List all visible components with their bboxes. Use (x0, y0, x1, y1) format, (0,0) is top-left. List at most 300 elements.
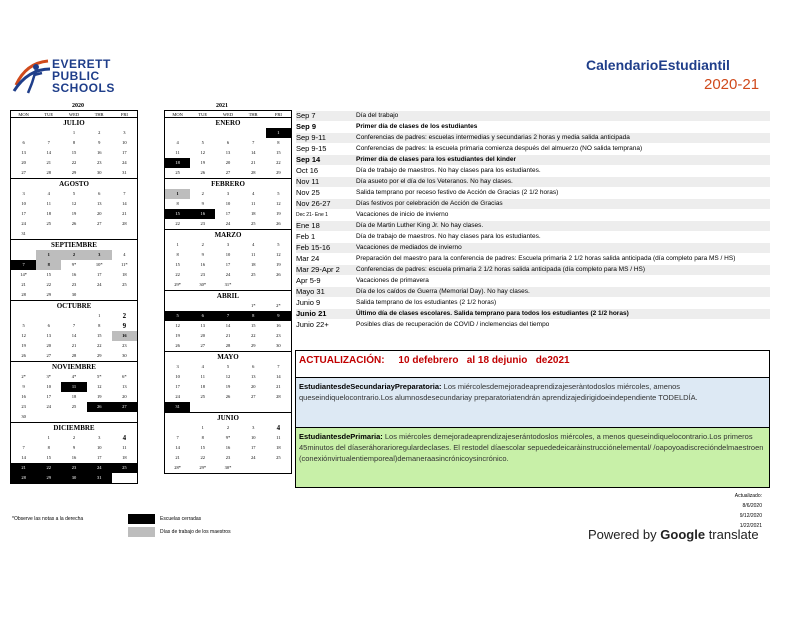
day-cell: 10 (225, 252, 231, 257)
day-cell: 3 (98, 435, 101, 440)
event-row (296, 320, 770, 331)
day-cell: 15 (71, 150, 77, 155)
week-row (165, 128, 291, 138)
day-cell: 9 (201, 201, 204, 206)
day-cell: 24 (225, 221, 231, 226)
day-cell: 16 (96, 150, 102, 155)
day-cell: 13 (46, 333, 52, 338)
day-cell: 8 (241, 311, 266, 321)
week-row (165, 392, 291, 402)
day-cell: 21 (46, 160, 52, 165)
day-cell: 5* (96, 374, 102, 379)
day-cell: 30 (96, 170, 102, 175)
day-cell: 1 (176, 242, 179, 247)
event-row (296, 166, 770, 177)
day-cell: 12 (225, 374, 231, 379)
day-cell (190, 402, 215, 412)
day-cell (87, 412, 112, 422)
day-cell: 25 (200, 394, 206, 399)
month-name: JUNIO (217, 414, 239, 422)
day-cell: 28* (174, 465, 181, 470)
day-cell (266, 463, 291, 473)
day-cell: 13 (250, 374, 256, 379)
day-cell: 11* (121, 262, 128, 267)
week-row (165, 199, 291, 209)
day-cell (215, 128, 240, 138)
day-cell: 23 (96, 160, 102, 165)
event-description: Vacaciones de mediados de invierno (356, 244, 462, 251)
day-cell: 30 (61, 473, 86, 483)
primary-label: EstudiantesdePrimaria: (299, 432, 383, 441)
day-cell: 17 (250, 445, 256, 450)
day-cell: 11 (122, 445, 127, 450)
day-cell: 11 (251, 252, 256, 257)
day-cell: 23 (71, 282, 77, 287)
day-cell: 6 (252, 364, 255, 369)
day-cell: 4 (123, 252, 126, 257)
day-cell: 31 (165, 402, 190, 412)
day-cell: 21 (250, 160, 256, 165)
updated-dates: Actualizado: 8/6/2020 9/12/2020 1/22/2021 (734, 493, 762, 529)
day-cell: 27 (250, 394, 256, 399)
weekday-label: FRI (274, 112, 282, 117)
week-row (11, 372, 137, 382)
event-date: Sep 9-15 (296, 144, 327, 153)
calendar-column-2020 (10, 110, 138, 484)
month-name: OCTUBRE (56, 302, 92, 310)
day-cell: 4 (252, 191, 255, 196)
day-cell: 14 (21, 455, 26, 460)
day-cell: 1 (165, 189, 190, 199)
day-cell: 30 (21, 414, 26, 419)
day-cell (11, 433, 36, 443)
legend-note: *Observe las notas a la derecha (12, 516, 84, 522)
event-date: Junio 22+ (296, 320, 329, 329)
event-date: Junio 21 (296, 309, 327, 318)
month-name: ABRIL (216, 292, 240, 300)
calendar-column-2021 (164, 110, 292, 474)
day-cell: 29* (199, 465, 207, 470)
week-row (11, 250, 137, 260)
week-row (165, 168, 291, 178)
month-noviembre (10, 362, 138, 423)
event-row (296, 243, 770, 254)
secondary-update (296, 377, 769, 427)
day-cell (241, 402, 266, 412)
weekday-label: WED (68, 112, 80, 117)
event-description: Primer día de clases para los estudiantes del kinder (356, 156, 517, 163)
day-cell: 29* (174, 282, 181, 287)
day-cell: 7 (72, 323, 76, 328)
day-cell: 21 (276, 384, 281, 389)
day-cell: 1 (72, 130, 76, 135)
event-date: Nov 11 (296, 177, 320, 186)
day-cell: 18 (276, 445, 281, 450)
day-cell (165, 301, 190, 311)
day-cell: 6 (98, 191, 101, 196)
event-description: Preparación del maestro para la conferencia de padres: Escuela primaria 2 1/2 horas salida anticipada (día completo para MS / HS) (356, 255, 736, 262)
day-cell: 25 (250, 272, 256, 277)
month-mayo (164, 352, 292, 413)
day-cell (87, 290, 112, 300)
week-row (165, 301, 291, 311)
month-febrero (164, 179, 292, 230)
week-row (165, 463, 291, 473)
event-row (296, 221, 770, 232)
day-cell: 13 (225, 150, 231, 155)
event-description: Día de los caídos de Guerra (Memorial Day). No hay clases. (356, 288, 530, 295)
day-cell: 12 (276, 201, 281, 206)
week-row (165, 311, 291, 321)
day-cell: 15 (96, 333, 102, 338)
event-date: Sep 9-11 (296, 133, 326, 142)
month-name: JULIO (63, 119, 85, 127)
event-row (296, 232, 770, 243)
day-cell: 13 (122, 384, 127, 389)
day-cell: 23 (200, 221, 206, 226)
day-cell: 3 (123, 130, 126, 135)
event-description: Día asueto por el día de los Veteranos. No hay clases. (356, 178, 513, 185)
day-cell: 27 (112, 402, 137, 412)
day-cell: 14* (20, 272, 27, 277)
day-cell: 2 (201, 242, 204, 247)
day-cell: 9* (225, 435, 231, 440)
event-row (296, 309, 770, 320)
day-cell: 15 (175, 262, 180, 267)
day-cell (11, 128, 36, 138)
day-cell: 5 (72, 191, 76, 196)
day-cell: 15 (276, 150, 281, 155)
day-cell: 8 (201, 435, 204, 440)
day-cell: 18 (165, 158, 190, 168)
day-cell: 19 (276, 262, 281, 267)
day-cell: 29 (96, 353, 102, 358)
event-row (296, 177, 770, 188)
day-cell: 12 (71, 201, 77, 206)
day-cell: 15 (46, 272, 52, 277)
week-row (11, 351, 137, 361)
day-cell: 15 (200, 445, 206, 450)
day-cell: 12 (276, 252, 281, 257)
day-cell: 7 (252, 140, 255, 145)
event-date: Nov 25 (296, 188, 320, 197)
day-cell: 28 (276, 394, 281, 399)
day-cell: 4* (71, 374, 77, 379)
day-cell: 4 (252, 242, 255, 247)
event-description: Conferencias de padres: escuela primaria 2 1/2 horas salida anticipada (día completo para MS / HS) (356, 266, 646, 273)
day-cell: 21 (225, 333, 231, 338)
day-cell: 26 (175, 343, 180, 348)
day-cell: 12 (175, 323, 180, 328)
day-cell: 24 (250, 455, 256, 460)
day-cell: 9 (22, 384, 25, 389)
day-cell: 25 (122, 282, 127, 287)
day-cell (190, 301, 215, 311)
week-row (165, 250, 291, 260)
event-date: Junio 9 (296, 298, 321, 307)
week-row (11, 229, 137, 239)
week-row (165, 260, 291, 270)
day-cell: 2 (72, 435, 76, 440)
day-cell: 14 (250, 150, 256, 155)
day-cell: 17 (175, 384, 180, 389)
week-row (11, 290, 137, 300)
day-cell: 28 (11, 473, 36, 483)
day-cell (266, 402, 291, 412)
day-cell: 30* (224, 465, 232, 470)
day-cell: 22 (175, 272, 180, 277)
week-row (11, 402, 137, 412)
day-cell: 17 (225, 211, 231, 216)
month-name: NOVIEMBRE (52, 363, 96, 371)
day-cell: 25 (46, 221, 52, 226)
day-cell: 3 (87, 250, 112, 260)
day-cell: 22 (96, 343, 102, 348)
day-cell: 6 (47, 323, 50, 328)
day-cell: 16 (276, 323, 281, 328)
week-row (165, 209, 291, 219)
day-cell (112, 229, 137, 239)
legend-closed-swatch (128, 514, 155, 524)
day-cell: 4 (176, 140, 179, 145)
day-cell: 8 (98, 323, 101, 328)
day-cell: 18 (250, 262, 256, 267)
day-cell: 6 (226, 140, 230, 145)
day-cell (112, 290, 137, 300)
event-description: Día de trabajo de maestros. No hay clases para los estudiantes. (356, 233, 541, 240)
day-cell: 14 (71, 333, 77, 338)
day-cell: 14 (225, 323, 231, 328)
day-cell: 21 (175, 455, 180, 460)
week-row (11, 463, 137, 473)
weekday-label: THR (94, 112, 104, 117)
week-row (165, 453, 291, 463)
day-cell (36, 229, 61, 239)
week-row (11, 321, 137, 331)
week-row (165, 382, 291, 392)
event-description: Días festivos por celebración de Acción de Gracias (356, 200, 503, 207)
day-cell (87, 229, 112, 239)
month-name: SEPTIEMBRE (51, 241, 97, 249)
day-cell: 2 (201, 191, 204, 196)
day-cell: 15 (165, 209, 190, 219)
day-cell: 14 (276, 374, 281, 379)
day-cell: 23 (61, 463, 86, 473)
day-cell: 4 (201, 364, 204, 369)
day-cell: 24 (122, 160, 127, 165)
event-date: Sep 7 (296, 111, 316, 120)
event-date: Mar 24 (296, 254, 320, 263)
day-cell: 2 (98, 130, 101, 135)
day-cell: 26 (225, 394, 231, 399)
day-cell: 2* (21, 374, 26, 379)
day-cell: 12 (200, 150, 206, 155)
week-row (11, 138, 137, 148)
day-cell: 24 (225, 272, 231, 277)
day-cell: 11 (276, 435, 281, 440)
week-row (11, 168, 137, 178)
day-cell (36, 311, 61, 321)
year-right-label: 2021 (216, 103, 228, 109)
logo-text: EVERETT PUBLIC SCHOOLS (52, 57, 115, 95)
day-cell: 21 (11, 463, 36, 473)
day-cell: 23 (225, 455, 231, 460)
day-cell: 1 (47, 435, 50, 440)
event-row (296, 144, 770, 155)
day-cell: 19 (276, 211, 281, 216)
week-row (165, 433, 291, 443)
month-junio (164, 413, 292, 474)
day-cell: 25 (276, 455, 281, 460)
day-cell: 3 (226, 242, 230, 247)
day-cell: 2 (61, 250, 86, 260)
day-cell: 19 (96, 394, 102, 399)
week-row (11, 199, 137, 209)
day-cell: 3 (226, 191, 230, 196)
day-cell: 20 (225, 160, 231, 165)
day-cell: 3 (22, 191, 25, 196)
weekday-label: FRI (120, 112, 128, 117)
school-year: 2020-21 (704, 76, 760, 93)
event-date: Dec 21- Ene 1 (296, 212, 328, 218)
day-cell: 25 (112, 463, 137, 473)
event-description: Vacaciones de primavera (356, 277, 429, 284)
day-cell: 10 (175, 374, 180, 379)
week-row (165, 321, 291, 331)
week-row (165, 402, 291, 412)
day-cell: 12 (96, 384, 102, 389)
week-row (11, 453, 137, 463)
week-row (11, 392, 137, 402)
day-cell: 10 (250, 435, 256, 440)
day-cell: 16 (71, 272, 77, 277)
day-cell: 31 (87, 473, 112, 483)
day-cell: 19 (200, 160, 206, 165)
day-cell: 24 (46, 404, 52, 409)
day-cell: 1 (36, 250, 61, 260)
week-row (165, 423, 291, 433)
day-cell: 18 (250, 211, 256, 216)
event-date: Sep 14 (296, 155, 321, 164)
event-row (296, 199, 770, 210)
weekday-header (10, 110, 138, 118)
event-description: Día de Martin Luther King Jr. No hay clases. (356, 222, 484, 229)
legend-closed-label: Escuelas cerradas (160, 516, 202, 522)
day-cell: 22 (46, 282, 52, 287)
day-cell: 11 (251, 201, 256, 206)
day-cell: 19 (71, 211, 77, 216)
month-name: FEBRERO (211, 180, 245, 188)
day-cell: 21 (122, 211, 127, 216)
event-description: Salida temprano por receso festivo de Acción de Gracias (2 1/2 horas) (356, 189, 559, 196)
day-cell: 9 (266, 311, 291, 321)
day-cell: 30 (122, 353, 127, 358)
primary-text: Los miércoles demejoradeaprendizajeserántodoslos miércoles, a menos queseindiquelocontrario.Los primeros 45minutos del díaseráhorarioregulardeclases. El restodel díaescolar sepuededeicaràinstrucciónelemental/ /oapoyoadiscrecióndelmaestroen (conexiónvirtualentiemporeal)demaneraasincrónicoysincrónico. (299, 432, 764, 463)
week-row (165, 331, 291, 341)
day-cell: 5 (22, 323, 25, 328)
day-cell: 9 (122, 322, 127, 330)
day-cell: 10 (225, 201, 231, 206)
event-description: Salida temprano de los estudiantes (2 1/2 horas) (356, 299, 497, 306)
powered-by-google-translate: Powered by Google translate (588, 527, 759, 542)
secondary-text: Los miércolesdemejoradeaprendizajeseràntodoslos miércoles, amenos queseindiquelocontrario.Los alumnosdesecundariay preparatoriatendrán aprendizajedirigidoeindependiente TODELDÍA. (299, 382, 698, 402)
day-cell: 5 (277, 191, 280, 196)
event-row (296, 298, 770, 309)
day-cell (241, 463, 266, 473)
day-cell (36, 128, 61, 138)
day-cell: 3 (252, 425, 255, 430)
day-cell (266, 280, 291, 290)
day-cell: 14 (46, 150, 52, 155)
day-cell: 27 (225, 170, 231, 175)
day-cell: 10 (122, 140, 127, 145)
week-row (11, 219, 137, 229)
week-row (165, 270, 291, 280)
event-date: Apr 5-9 (296, 276, 321, 285)
day-cell: 24 (96, 282, 102, 287)
day-cell: 9 (201, 252, 204, 257)
day-cell: 20 (122, 394, 127, 399)
week-row (11, 443, 137, 453)
day-cell: 15 (250, 323, 256, 328)
day-cell: 11 (200, 374, 205, 379)
weekday-label: TUE (44, 112, 54, 117)
district-logo (12, 55, 142, 103)
week-row (165, 138, 291, 148)
day-cell: 26 (200, 170, 206, 175)
day-cell: 29 (46, 292, 52, 297)
week-row (11, 331, 137, 341)
day-cell: 16 (71, 455, 77, 460)
day-cell (61, 311, 86, 321)
day-cell: 4 (276, 424, 281, 432)
week-row (165, 189, 291, 199)
document-title: CalendarioEstudiantil (586, 57, 730, 73)
day-cell: 20 (21, 160, 26, 165)
event-date: Oct 16 (296, 166, 319, 175)
day-cell: 22 (250, 333, 256, 338)
day-cell: 20 (46, 343, 52, 348)
day-cell: 1 (201, 425, 204, 430)
day-cell: 24 (21, 221, 26, 226)
day-cell: 8 (176, 201, 179, 206)
day-cell: 28 (71, 353, 77, 358)
day-cell: 9 (98, 140, 101, 145)
day-cell: 3* (46, 374, 52, 379)
day-cell: 22 (71, 160, 77, 165)
legend-teacher-label: Días de trabajo de los maestros (160, 529, 231, 535)
day-cell: 5 (226, 364, 230, 369)
day-cell: 5 (165, 311, 190, 321)
day-cell: 23 (200, 272, 206, 277)
weekday-label: MON (18, 112, 29, 117)
day-cell: 18 (200, 384, 206, 389)
day-cell: 23 (21, 404, 26, 409)
day-cell: 27 (46, 353, 52, 358)
week-row (165, 240, 291, 250)
day-cell: 10* (95, 262, 103, 267)
day-cell: 30* (199, 282, 207, 287)
day-cell: 28 (250, 170, 256, 175)
day-cell: 17 (21, 211, 26, 216)
day-cell (190, 128, 215, 138)
day-cell (61, 412, 86, 422)
day-cell: 8 (47, 445, 50, 450)
day-cell: 7 (215, 311, 240, 321)
event-row (296, 276, 770, 287)
event-date: Mayo 31 (296, 287, 325, 296)
month-julio (10, 118, 138, 179)
